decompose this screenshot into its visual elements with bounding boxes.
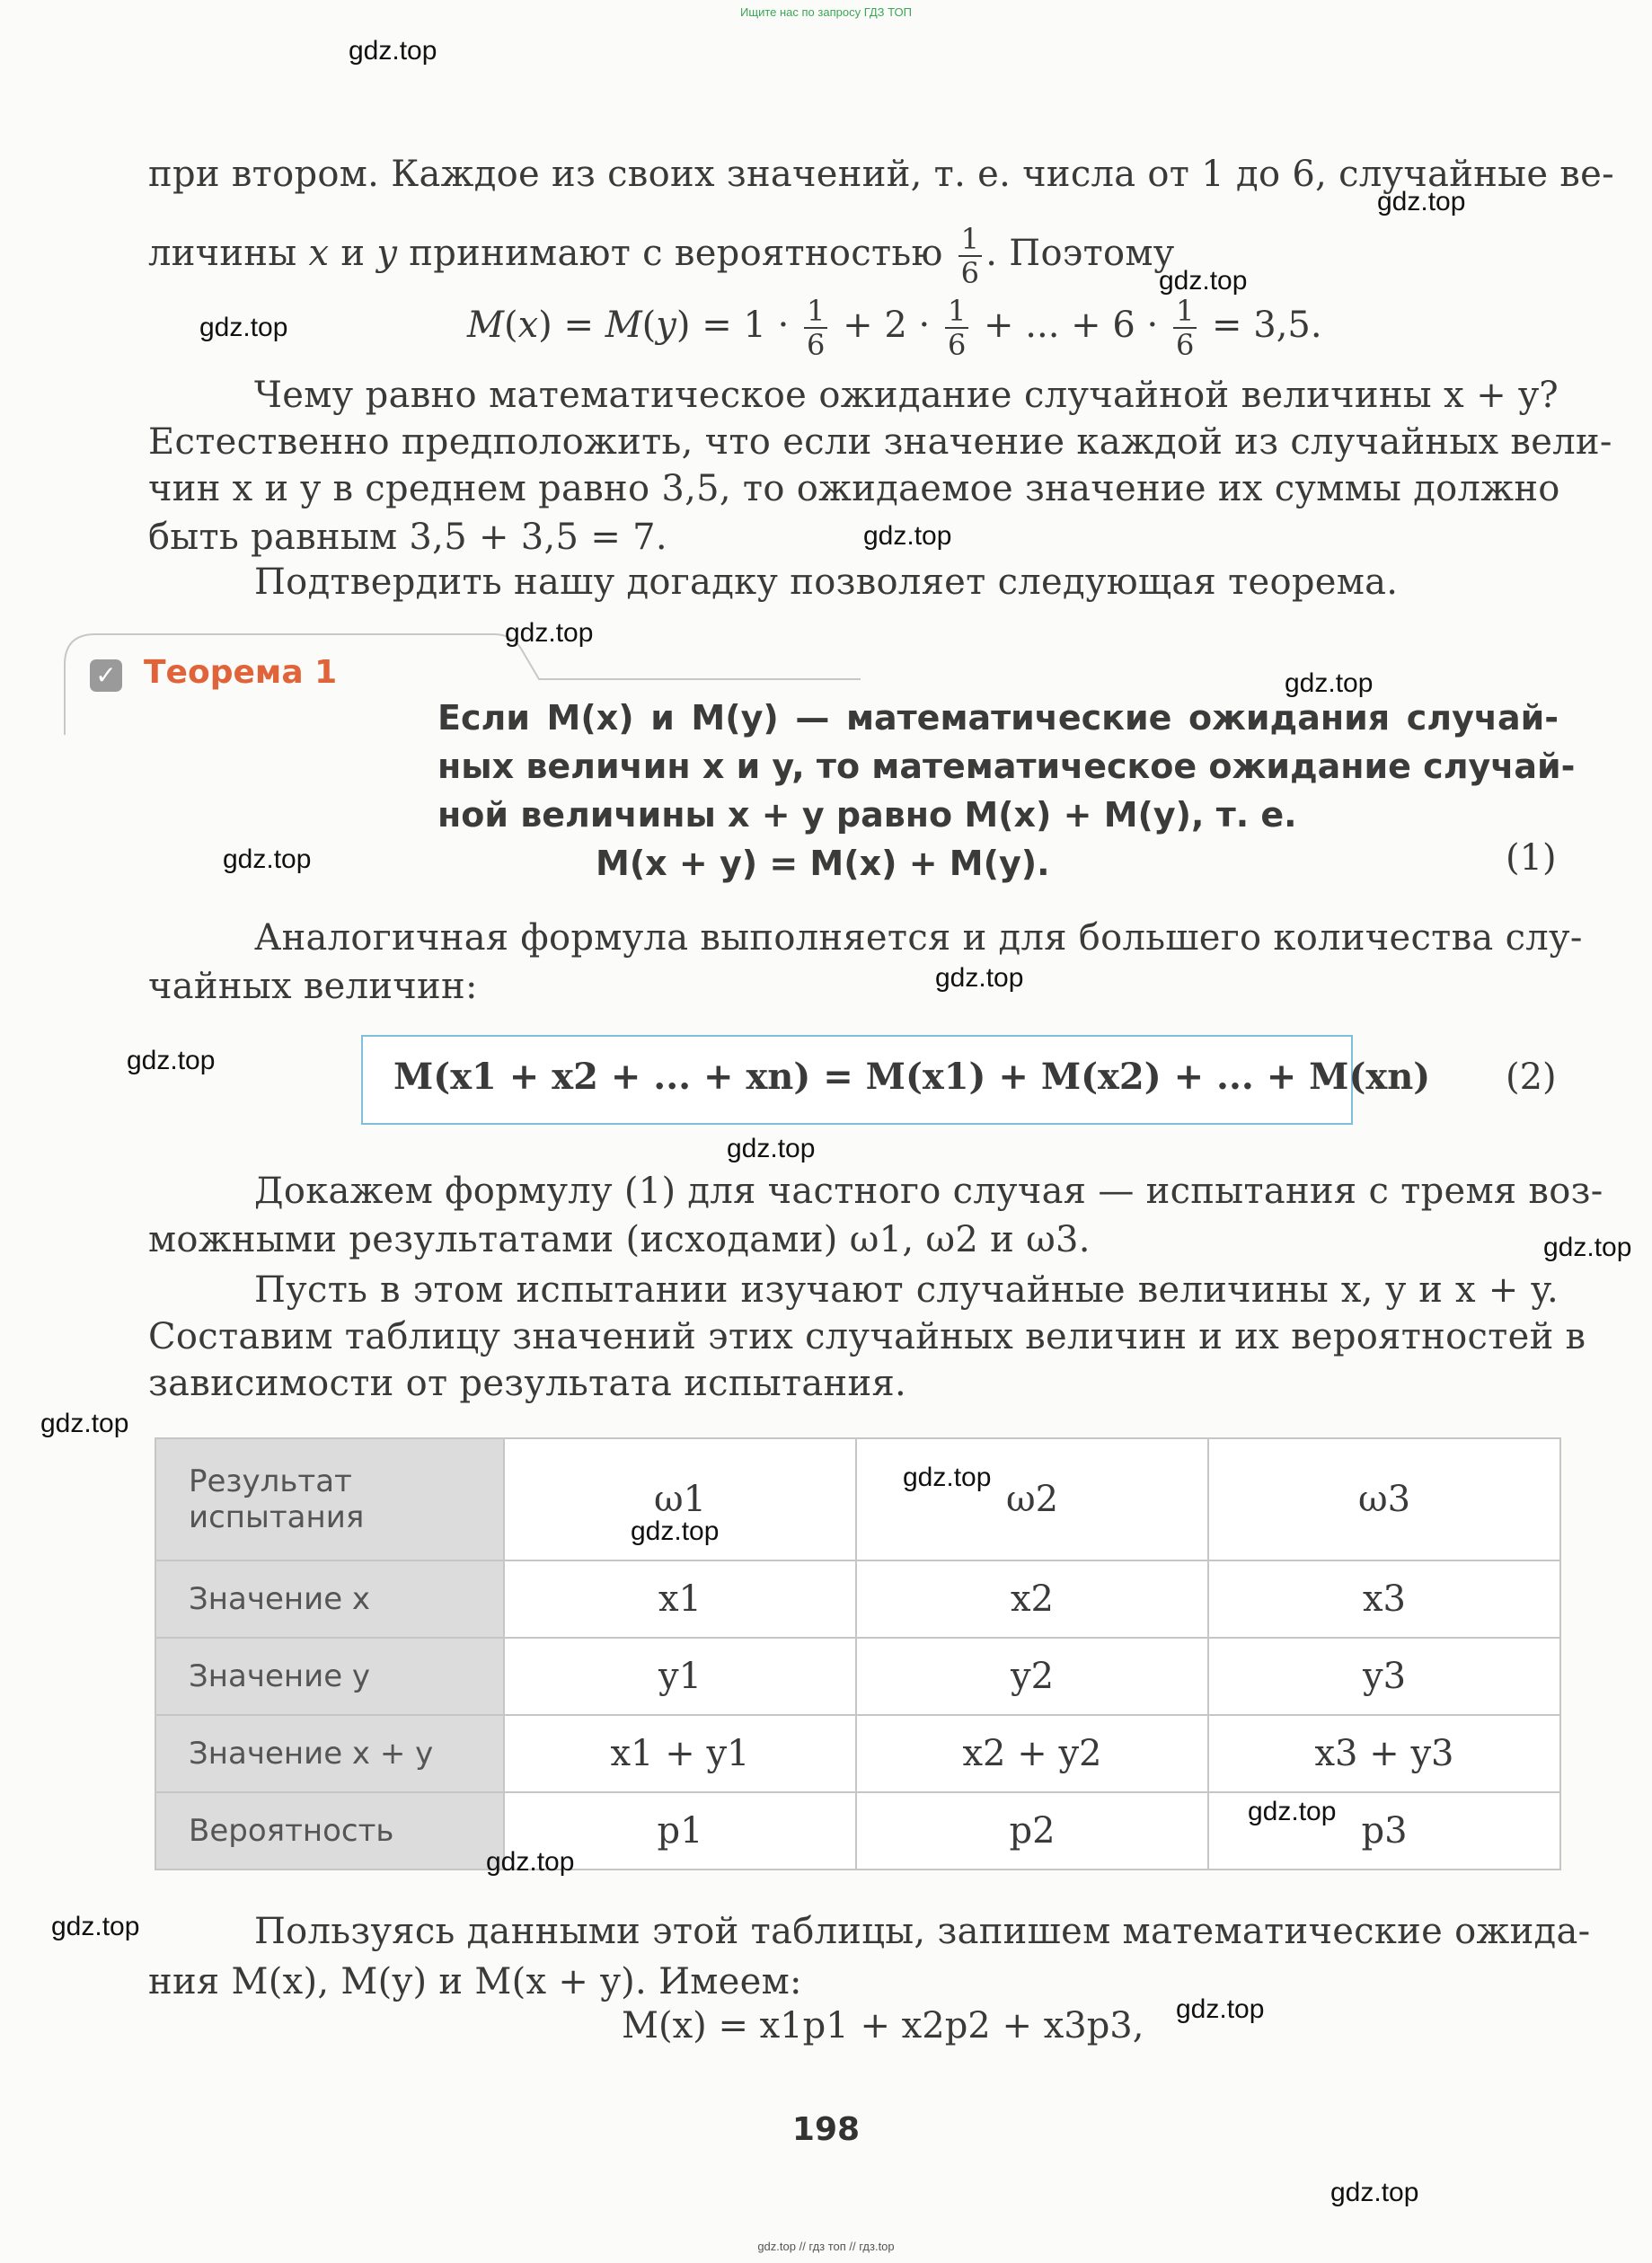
text-line: Аналогичная формула выполняется и для большего количества слу- [254,917,1583,959]
watermark: gdz.top [1285,668,1374,698]
table-row [155,1638,1560,1715]
watermark: gdz.top [127,1046,216,1075]
watermark: gdz.top [349,36,437,66]
table-cell: x3 [1208,1560,1560,1638]
watermark: gdz.top [1176,1994,1265,2024]
text-line: Докажем формулу (1) для частного случая — испытания с тремя воз- [254,1171,1603,1212]
theorem-line: ной величины x + y равно M(x) + M(y), т. е. [437,795,1297,835]
watermark: gdz.top [863,521,952,551]
header-note: Ищите нас по запросу ГДЗ ТОП [740,5,912,19]
table-cell: x1 [504,1560,856,1638]
text-line: чайных величин: [148,966,478,1007]
text-line: можными результатами (исходами) ω1, ω2 и ω3. [148,1219,1091,1260]
theorem-title: Теорема 1 [144,654,338,691]
table-cell: x1 + y1 [504,1715,856,1792]
results-table [155,1437,1561,1870]
watermark: gdz.top [935,963,1024,993]
text-line: Чему равно математическое ожидание случайной величины x + y? [254,375,1559,416]
theorem-formula: M(x + y) = M(x) + M(y). [596,844,1050,883]
table-row [155,1715,1560,1792]
row-header: Результат испытания [155,1438,504,1560]
watermark: gdz.top [1248,1797,1337,1826]
text-line: Пусть в этом испытании изучают случайные величины x, y и x + y. [254,1269,1559,1311]
table-row [155,1560,1560,1638]
check-icon: ✓ [90,659,122,692]
watermark: gdz.top [223,844,312,874]
table-cell: ω2 [856,1438,1208,1560]
table-cell: x2 + y2 [856,1715,1208,1792]
watermark: gdz.top [1543,1233,1632,1262]
text-line: при втором. Каждое из своих значений, т. е. числа от 1 до 6, случайные ве- [148,154,1614,195]
row-header: Вероятность [155,1792,504,1870]
table-cell: p3 [1208,1792,1560,1870]
watermark: gdz.top [631,1516,720,1546]
watermark: gdz.top [903,1463,992,1492]
watermark: gdz.top [40,1409,129,1438]
text-line: личины x и y принимают с вероятностью $\frac{1}{6}$ . Поэтому [148,222,1175,290]
theorem-line: Если M(x) и M(y) — математические ожидания случай- [437,698,1559,738]
row-header: Значение x + y [155,1715,504,1792]
table-cell: p1 [504,1792,856,1870]
expectation-formula: M(x) = M(y) = 1 · $\frac{1}{6}$ + 2 · $\frac{1}{6}$ + ... + 6 · $\frac{1}{6}$ = 3,5. [467,294,1322,362]
text-line: Подтвердить нашу догадку позволяет следующая теорема. [254,561,1399,603]
watermark: gdz.top [51,1912,140,1941]
row-header: Значение y [155,1638,504,1715]
text-line: Пользуясь данными этой таблицы, запишем математические ожида- [254,1911,1591,1952]
table-cell: x2 [856,1560,1208,1638]
theorem-line: ных величин x и y, то математическое ожидание случай- [437,747,1576,786]
watermark: gdz.top [1159,266,1248,296]
text-line: чин x и y в среднем равно 3,5, то ожидаемое значение их суммы должно [148,468,1560,509]
formula-2: M(x1 + x2 + ... + xn) = M(x1) + M(x2) + ... + M(xn) [393,1056,1431,1098]
table-cell: y1 [504,1638,856,1715]
text-line: ния M(x), M(y) и M(x + y). Имеем: [148,1961,802,2002]
formula-last: M(x) = x1p1 + x2p2 + x3p3, [622,2005,1144,2046]
text-line: быть равным 3,5 + 3,5 = 7. [148,517,667,558]
table-cell: x3 + y3 [1208,1715,1560,1792]
formula-number: (2) [1506,1056,1557,1098]
watermark: gdz.top [199,313,288,342]
text-line: Естественно предположить, что если значение каждой из случайных вели- [148,421,1612,463]
text-line: Составим таблицу значений этих случайных величин и их вероятностей в [148,1316,1586,1357]
table-cell: y3 [1208,1638,1560,1715]
watermark: gdz.top [727,1134,816,1163]
table-cell: p2 [856,1792,1208,1870]
text-line: зависимости от результата испытания. [148,1363,907,1404]
watermark: gdz.top [1377,187,1466,217]
formula-number: (1) [1506,837,1557,879]
footer-note: gdz.top // гдз топ // гдз.top [757,2240,895,2253]
table-cell: ω3 [1208,1438,1560,1560]
table-cell: ω1 [504,1438,856,1560]
table-cell: y2 [856,1638,1208,1715]
table-row [155,1792,1560,1870]
watermark: gdz.top [1330,2178,1419,2207]
page-number: 198 [791,2111,861,2148]
watermark: gdz.top [486,1847,575,1877]
table-row [155,1438,1560,1560]
row-header: Значение x [155,1560,504,1638]
watermark: gdz.top [505,618,594,648]
